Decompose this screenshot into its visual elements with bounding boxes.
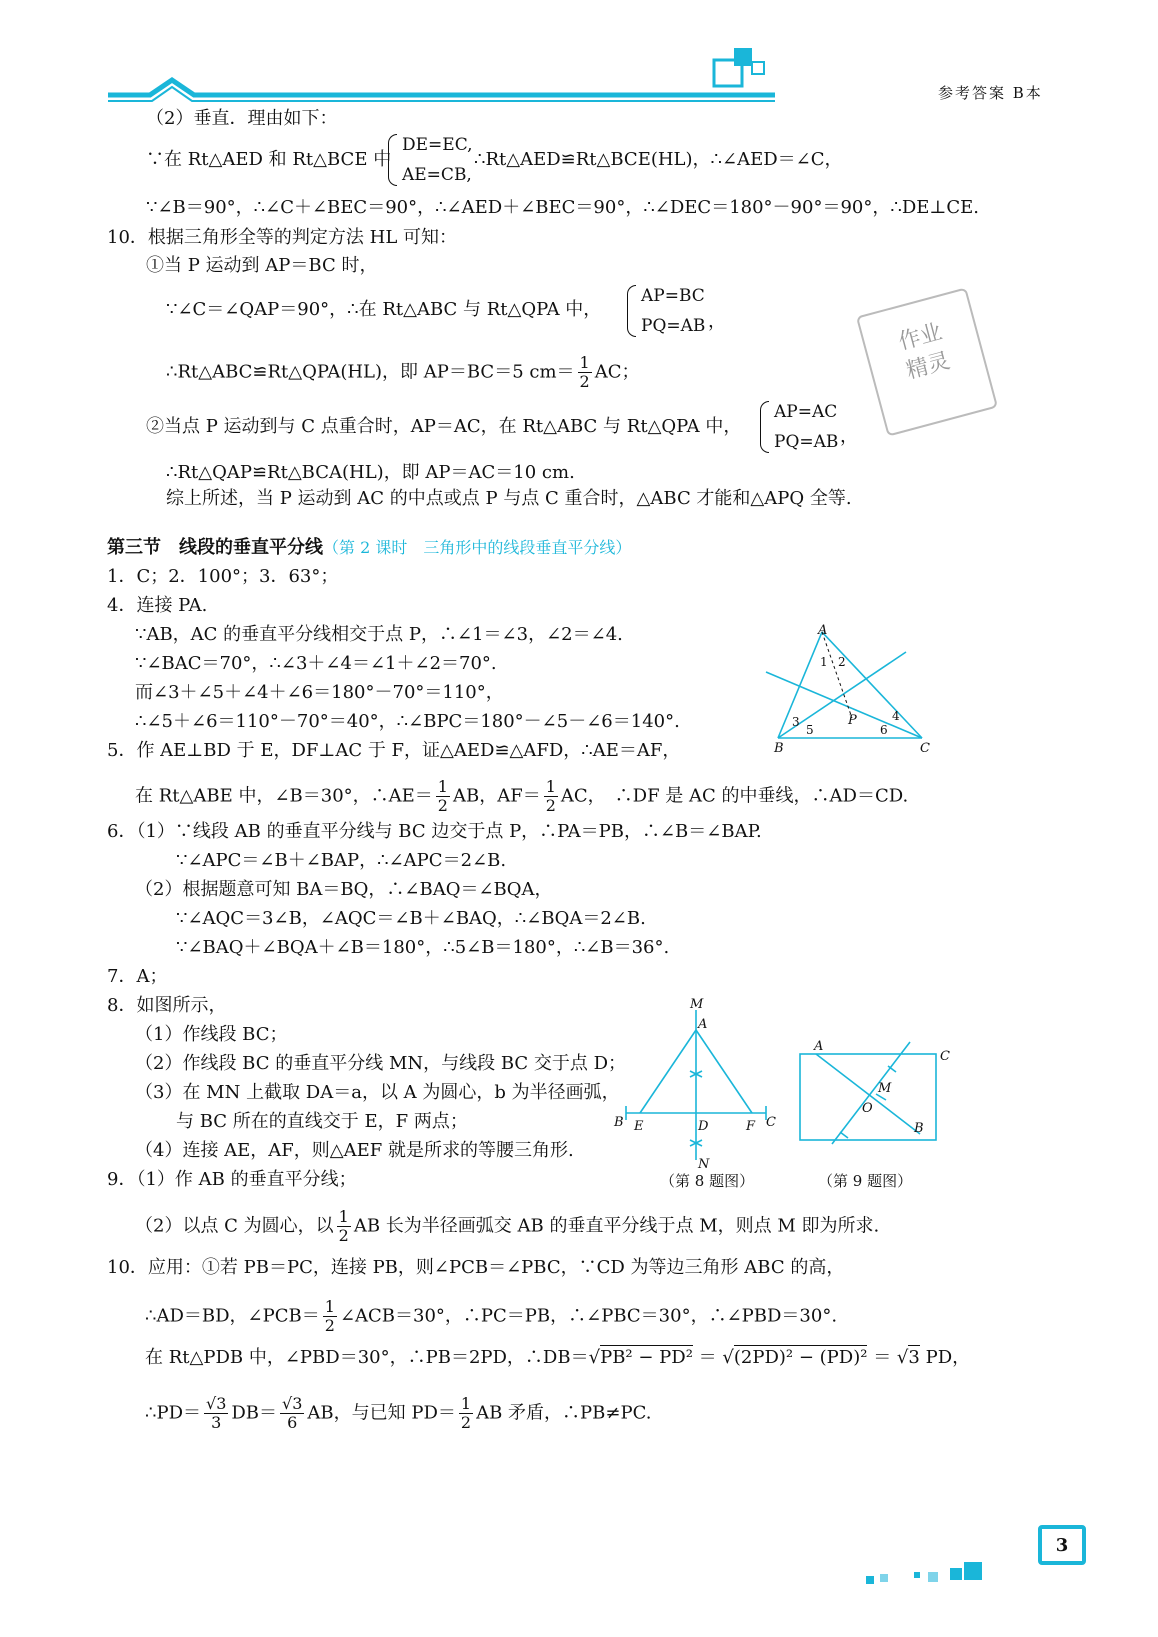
fig9-label-m: M <box>878 1081 892 1096</box>
q10-line2: ∵∠C＝∠QAP＝90°，∴在 Rt△ABC 与 Rt△QPA 中， <box>166 299 602 320</box>
q10-sys1-tail: ， <box>708 311 726 332</box>
fig9-label-a: A <box>814 1039 824 1054</box>
fig8-label-c: C <box>766 1115 776 1130</box>
q6-line3: （2）根据题意可知 BA＝BQ，∴∠BAQ＝∠BQA， <box>135 879 553 900</box>
fig8-label-a: A <box>698 1017 708 1032</box>
p2-post: ∴Rt△AED≌Rt△BCE(HL)，∴∠AED＝∠C， <box>474 149 843 170</box>
q9-line1: 9．（1）作 AB 的垂直平分线； <box>107 1169 357 1190</box>
answers-1-3: 1．C；2．100°；3．63°； <box>107 566 339 587</box>
fig4-label-b: B <box>774 741 784 756</box>
q10-case1: ①当 P 运动到 AP＝BC 时， <box>146 255 378 276</box>
figure-q8 <box>606 990 776 1170</box>
figure-q9 <box>794 1036 964 1156</box>
q10b-line3: 在 Rt△PDB 中，∠PBD＝30°，∴PB＝2PD，∴DB＝√PB² − PD² ＝ √(2PD)² − (PD)² ＝ √3 PD， <box>145 1347 971 1368</box>
q10b-line4: ∴PD＝ $\frac{√3}{3}$ DB＝ $\frac{√3}{6}$ AB，与已知 PD＝ $\frac{1}{2}$ AB 矛盾，∴PB≠PC. <box>145 1394 652 1432</box>
fig8-label-n: N <box>698 1157 710 1170</box>
stamp-watermark: 作业精灵 <box>856 287 998 436</box>
q8-step1: （1）作线段 BC； <box>135 1024 288 1045</box>
fig4-label-1: 1 <box>820 655 828 669</box>
fig4-label-3: 3 <box>792 715 800 729</box>
q10b-line1: 10．应用：①若 PB＝PC，连接 PB，则∠PCB＝∠PBC，∵CD 为等边三角形 ABC 的高， <box>107 1257 845 1278</box>
fig8-label-e: E <box>634 1119 644 1134</box>
fig4-label-a: A <box>818 623 828 638</box>
q6-line2: ∵∠APC＝∠B＋∠BAP，∴∠APC＝2∠B. <box>176 850 507 871</box>
q5-line2: 在 Rt△ABE 中，∠B＝30°，∴AE＝ $\frac{1}{2}$ AB，AF＝ $\frac{1}{2}$ AC， ∴DF 是 AC 的中垂线，∴AD＝CD. <box>135 777 909 815</box>
fig8-label-m: M <box>690 997 704 1012</box>
q10-line3: ∴Rt△ABC≌Rt△QPA(HL)，即 AP＝BC＝5 cm＝ $\frac{1}{2}$ AC； <box>166 353 640 391</box>
q7-answer: 7．A； <box>107 966 168 987</box>
q8-step3: （3）在 MN 上截取 DA＝a，以 A 为圆心，b 为半径画弧， <box>135 1082 620 1103</box>
fig8-label-f: F <box>746 1119 756 1134</box>
q6-line5: ∵∠BAQ＋∠BQA＋∠B＝180°，∴5∠B＝180°，∴∠B＝36°. <box>176 937 670 958</box>
footer-decoration <box>860 1560 1050 1590</box>
figure-q4 <box>760 620 940 760</box>
p2-head: （2）垂直．理由如下： <box>146 108 338 129</box>
q10-case2: ②当点 P 运动到与 C 点重合时，AP＝AC，在 Rt△ABC 与 Rt△QPA 中， <box>146 416 742 437</box>
fig9-label-c: C <box>940 1049 950 1064</box>
q5-line1: 5．作 AE⊥BD 于 E，DF⊥AC 于 F，证△AED≌△AFD，∴AE＝AF， <box>107 740 681 761</box>
q4-head: 4．连接 PA. <box>107 595 208 616</box>
fig4-label-p: P <box>848 713 857 728</box>
q10b-line2: ∴AD＝BD，∠PCB＝ $\frac{1}{2}$ ∠ACB＝30°，∴PC＝PB，∴∠PBC＝30°，∴∠PBD＝30°. <box>145 1297 838 1335</box>
q10-system1: AP=BC PQ=AB <box>627 281 705 341</box>
q8-step2: （2）作线段 BC 的垂直平分线 MN，与线段 BC 交于点 D； <box>135 1053 627 1074</box>
fig8-label-b: B <box>614 1115 624 1130</box>
fig4-label-c: C <box>920 741 930 756</box>
fig9-label-b: B <box>914 1121 924 1136</box>
q8-step3b: 与 BC 所在的直线交于 E，F 两点； <box>176 1111 468 1132</box>
fig8-label-d: D <box>698 1119 709 1134</box>
q8-step4: （4）连接 AE，AF，则△AEF 就是所求的等腰三角形. <box>135 1140 574 1161</box>
p2-pre: ∵在 Rt△AED 和 Rt△BCE 中 <box>146 149 392 170</box>
fig8-caption: （第 8 题图） <box>660 1172 755 1190</box>
fig4-label-4: 4 <box>892 709 900 723</box>
header-label: 参考答案 B本 <box>938 84 1043 102</box>
section-subtitle: （第 2 课时 三角形中的线段垂直平分线） <box>323 538 632 557</box>
section-heading <box>107 537 631 559</box>
q4-line1: ∵AB，AC 的垂直平分线相交于点 P，∴∠1＝∠3，∠2＝∠4. <box>135 624 623 645</box>
q4-line4: ∴∠5＋∠6＝110°－70°＝40°，∴∠BPC＝180°－∠5－∠6＝140°. <box>135 711 680 732</box>
fig9-label-o: O <box>862 1101 873 1116</box>
fig4-label-6: 6 <box>880 723 888 737</box>
fig4-label-2: 2 <box>838 655 846 669</box>
fig9-caption: （第 9 题图） <box>818 1172 913 1190</box>
q6-line1: 6．（1）∵线段 AB 的垂直平分线与 BC 边交于点 P，∴PA＝PB，∴∠B＝∠BAP. <box>107 821 762 842</box>
q10-system2: AP=AC PQ=AB <box>760 397 838 457</box>
q4-line2: ∵∠BAC＝70°，∴∠3＋∠4＝∠1＋∠2＝70°. <box>135 653 497 674</box>
q10-head: 10．根据三角形全等的判定方法 HL 可知： <box>107 227 457 248</box>
q10-line6: 综上所述，当 P 运动到 AC 的中点或点 P 与点 C 重合时，△ABC 才能和△APQ 全等. <box>166 488 852 509</box>
fig4-label-5: 5 <box>806 723 814 737</box>
p2-system: DE=EC, AE=CB, <box>388 130 473 190</box>
section-title: 第三节 线段的垂直平分线 <box>107 537 323 558</box>
q10-line5: ∴Rt△QAP≌Rt△BCA(HL)，即 AP＝AC＝10 cm. <box>166 462 575 483</box>
q9-line2: （2）以点 C 为圆心，以 $\frac{1}{2}$ AB 长为半径画弧交 AB 的垂直平分线于点 M，则点 M 即为所求. <box>135 1207 880 1245</box>
q6-line4: ∵∠AQC＝3∠B，∠AQC＝∠B＋∠BAQ，∴∠BQA＝2∠B. <box>176 908 646 929</box>
p2-line3: ∵∠B＝90°，∴∠C＋∠BEC＝90°，∴∠AED＋∠BEC＝90°，∴∠DEC＝180°－90°＝90°，∴DE⊥CE. <box>146 197 979 218</box>
page-number: 3 <box>1038 1525 1086 1565</box>
q10-sys2-tail: ， <box>840 426 858 447</box>
q8-head: 8．如图所示， <box>107 995 227 1016</box>
q4-line3: 而∠3＋∠5＋∠4＋∠6＝180°－70°＝110°， <box>135 682 504 703</box>
